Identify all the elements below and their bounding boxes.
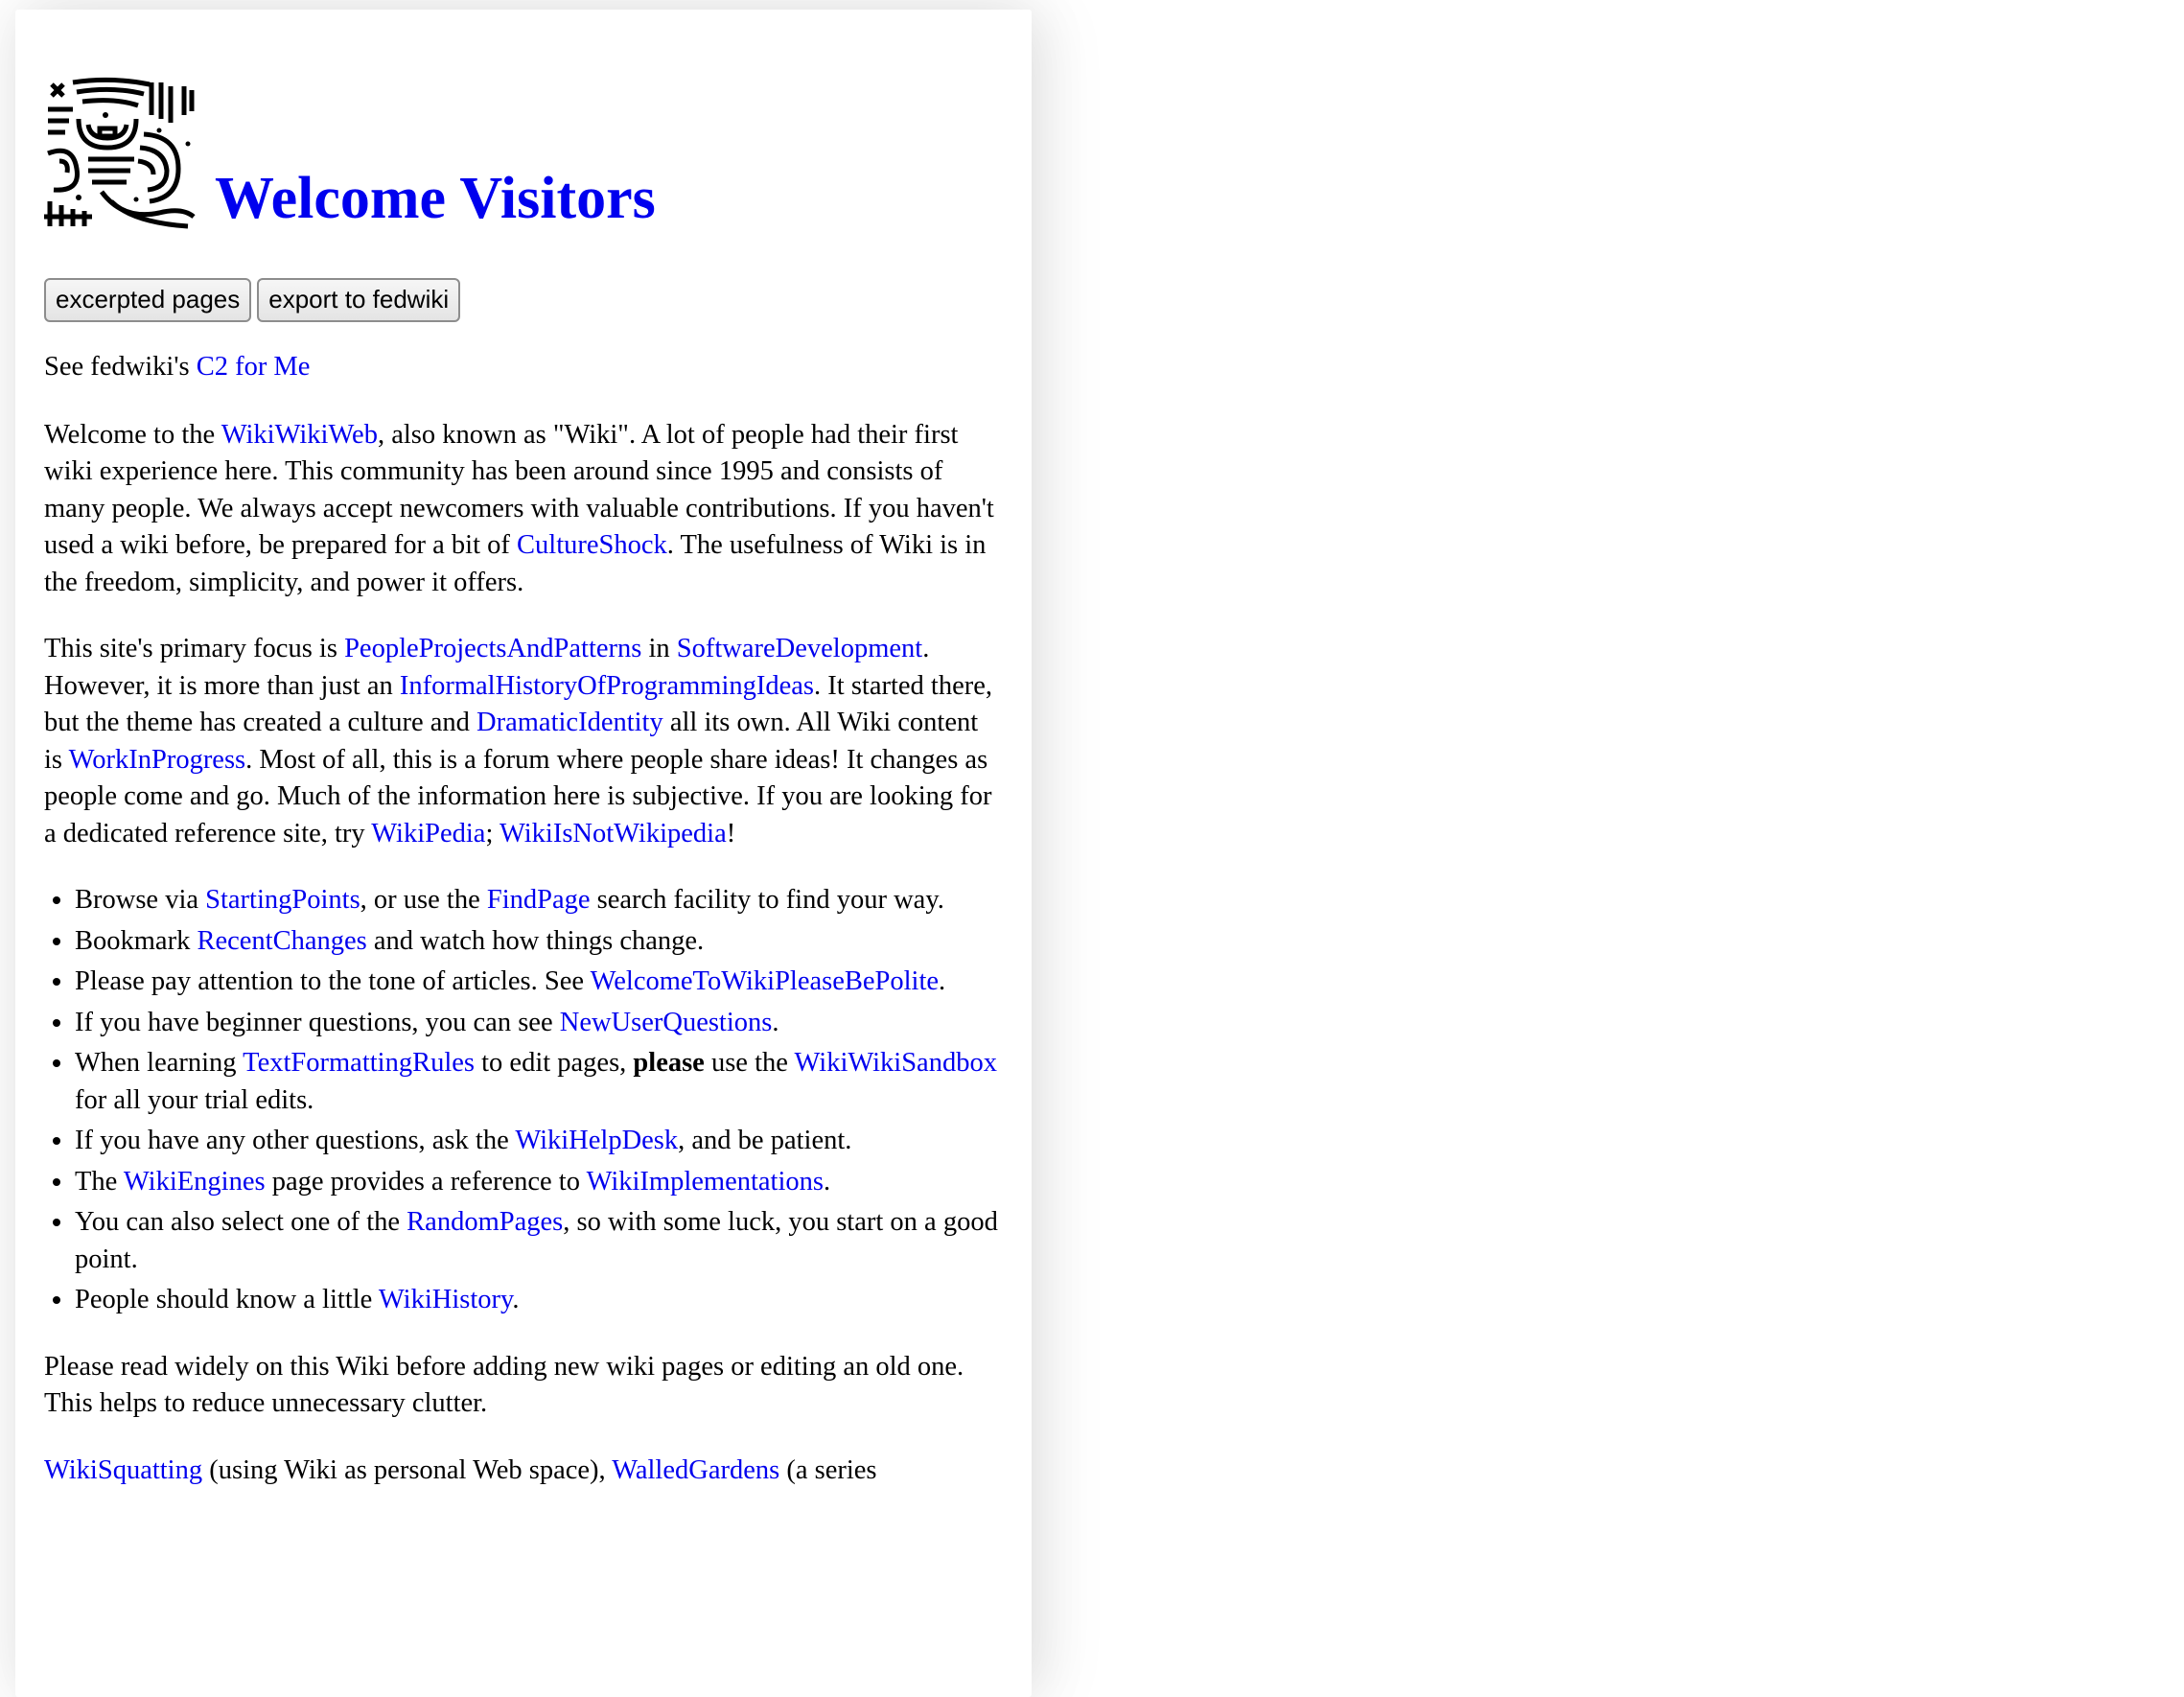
wiki-logo-icon xyxy=(44,77,197,230)
action-buttons xyxy=(44,278,1003,322)
text: . However, it is more than just an xyxy=(44,634,930,701)
link-cultureshock[interactable]: CultureShock xyxy=(517,530,667,560)
link-wikiwikisandbox[interactable]: WikiWikiSandbox xyxy=(794,1048,997,1078)
list-item xyxy=(75,1045,1003,1119)
link-randompages[interactable]: RandomPages xyxy=(407,1207,564,1237)
link-wikihelpdesk[interactable]: WikiHelpDesk xyxy=(515,1126,679,1155)
link-wikiengines[interactable]: WikiEngines xyxy=(123,1166,266,1197)
text: page provides a reference to xyxy=(265,1166,587,1197)
text: When learning xyxy=(75,1048,244,1078)
text: use the xyxy=(704,1048,795,1078)
link-findpage[interactable]: FindPage xyxy=(486,885,591,915)
link-informalhistoryofprogrammingideas[interactable]: InformalHistoryOfProgrammingIdeas xyxy=(399,670,815,701)
link-recentchanges[interactable]: RecentChanges xyxy=(197,925,367,956)
focus-paragraph xyxy=(44,631,1003,852)
page-title[interactable]: Welcome Visitors xyxy=(215,166,656,231)
text: , also known as "Wiki". A lot of people had their first wiki experience here. This community has been around since 1995 and consists of many people. We always accept newcomers with valuable contributions. If you haven't used a wiki before, be prepared for a bit of xyxy=(44,419,994,560)
text: . xyxy=(823,1166,831,1197)
export-to-fedwiki-button[interactable]: export to fedwiki xyxy=(257,278,460,322)
text: If you have beginner questions, you can see xyxy=(75,1007,560,1037)
list-item xyxy=(75,882,1003,919)
text: If you have any other questions, ask the xyxy=(75,1126,516,1155)
text: all its own. All Wiki content is xyxy=(44,708,979,775)
text: . xyxy=(772,1007,779,1037)
link-newuserquestions[interactable]: NewUserQuestions xyxy=(559,1007,773,1037)
link-dramaticidentity[interactable]: DramaticIdentity xyxy=(476,708,663,737)
list-item xyxy=(75,1164,1003,1201)
list-item xyxy=(75,1123,1003,1160)
list-item xyxy=(75,1005,1003,1042)
excerpted-pages-button[interactable]: excerpted pages xyxy=(44,278,251,322)
tips-list xyxy=(44,882,1003,1319)
text: . xyxy=(939,966,946,996)
text: ; xyxy=(485,818,500,848)
link-startingpoints[interactable]: StartingPoints xyxy=(205,885,360,915)
text: People should know a little xyxy=(75,1285,379,1314)
list-item xyxy=(75,1282,1003,1319)
text: , so with some luck, you start on a good point. xyxy=(75,1207,998,1274)
link-welcometowikipleasebepolite[interactable]: WelcomeToWikiPleaseBePolite xyxy=(590,966,940,996)
text: Welcome to the xyxy=(44,419,221,450)
link-peopleprojectsandpatterns[interactable]: PeopleProjectsAndPatterns xyxy=(344,634,642,663)
text: (using Wiki as personal Web space), xyxy=(202,1454,613,1485)
text: search facility to find your way. xyxy=(590,885,944,915)
text: . Most of all, this is a forum where people share ideas! It changes as people come and go. Much of the information here is subjective. If you are looking for a dedicated reference site, try xyxy=(44,744,992,848)
link-wikiisnotwikipedia[interactable]: WikiIsNotWikipedia xyxy=(499,818,727,848)
text: , and be patient. xyxy=(678,1126,852,1155)
link-c2-for-me[interactable]: C2 for Me xyxy=(196,352,311,382)
text: and watch how things change. xyxy=(366,925,705,956)
link-wikisquatting[interactable]: WikiSquatting xyxy=(44,1454,203,1485)
link-softwaredevelopment[interactable]: SoftwareDevelopment xyxy=(676,634,923,663)
wiki-page-card xyxy=(15,10,1032,1697)
text: Bookmark xyxy=(75,925,197,956)
link-wikihistory[interactable]: WikiHistory xyxy=(378,1285,513,1314)
see-prefix: See fedwiki's xyxy=(44,352,197,382)
list-item xyxy=(75,964,1003,1001)
text: Please pay attention to the tone of articles. See xyxy=(75,966,591,996)
link-walledgardens[interactable]: WalledGardens xyxy=(612,1454,780,1485)
page-header xyxy=(44,77,1003,230)
text: . It started there, but the theme has created a culture and xyxy=(44,670,992,737)
list-item xyxy=(75,923,1003,961)
welcome-paragraph xyxy=(44,417,1003,602)
text: Browse via xyxy=(75,885,206,915)
link-wikiimplementations[interactable]: WikiImplementations xyxy=(586,1166,824,1197)
see-fedwiki-paragraph xyxy=(44,349,1003,386)
link-workinprogress[interactable]: WorkInProgress xyxy=(68,744,246,775)
list-item xyxy=(75,1204,1003,1278)
emphasis-please: please xyxy=(633,1048,705,1078)
link-wikiwikiweb[interactable]: WikiWikiWeb xyxy=(221,419,378,450)
text: You can also select one of the xyxy=(75,1207,407,1237)
text: to edit pages, xyxy=(475,1048,634,1078)
text: . xyxy=(512,1285,520,1314)
link-textformattingrules[interactable]: TextFormattingRules xyxy=(243,1048,475,1078)
link-wikipedia[interactable]: WikiPedia xyxy=(371,818,486,848)
text: . The usefulness of Wiki is in the freedom, simplicity, and power it offers. xyxy=(44,530,987,597)
page-content xyxy=(44,77,1003,1489)
text: (a series xyxy=(779,1454,877,1485)
text: The xyxy=(75,1166,124,1197)
text: for all your trial edits. xyxy=(75,1084,314,1115)
text: , or use the xyxy=(360,885,487,915)
text: in xyxy=(641,634,677,663)
read-widely-paragraph: Please read widely on this Wiki before adding new wiki pages or editing an old one. This helps to reduce unnecessary clutter. xyxy=(44,1351,964,1418)
text: This site's primary focus is xyxy=(44,634,345,663)
text: ! xyxy=(726,818,736,848)
squatting-paragraph xyxy=(44,1453,1003,1490)
